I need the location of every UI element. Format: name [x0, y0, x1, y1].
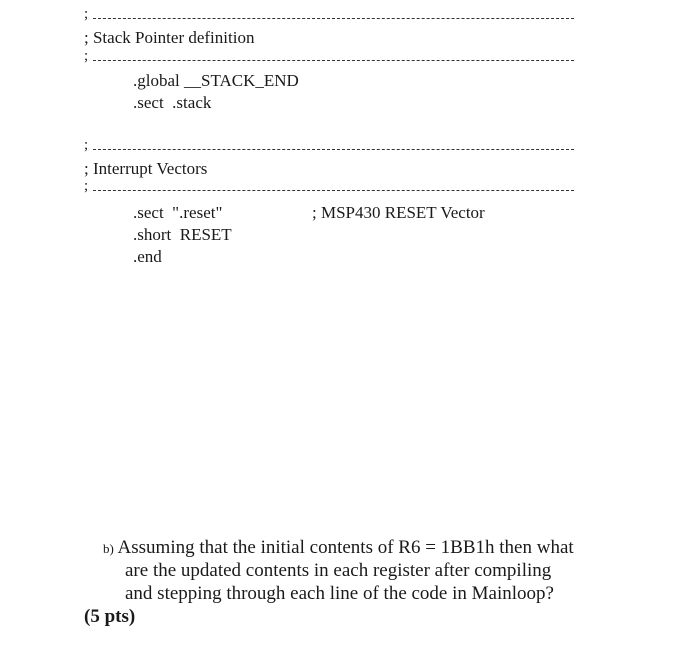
- separator-semicolon: ;: [84, 137, 89, 153]
- separator-semicolon: ;: [84, 6, 89, 22]
- separator-dashes: [93, 18, 574, 19]
- code-line-sect-stack: .sect .stack: [133, 93, 212, 112]
- code-line-global: .global __STACK_END: [133, 71, 299, 90]
- separator-semicolon: ;: [84, 178, 89, 194]
- reset-vector-comment: ; MSP430 RESET Vector: [312, 203, 485, 222]
- question-line-2: are the updated contents in each register after compiling: [125, 560, 552, 581]
- code-line-end: .end: [133, 247, 162, 266]
- points-label: (5 pts): [84, 606, 136, 627]
- separator-dashes: [93, 190, 574, 191]
- separator-line: [84, 48, 574, 68]
- separator-line: [84, 178, 574, 198]
- separator-dashes: [93, 60, 574, 61]
- separator-line: [84, 6, 574, 26]
- code-line-short-reset: .short RESET: [133, 225, 232, 244]
- separator-dashes: [93, 149, 574, 150]
- question-marker: b): [103, 541, 114, 556]
- question-text-1: Assuming that the initial contents of R6 = 1BB1h then what: [117, 537, 574, 558]
- separator-semicolon: ;: [84, 48, 89, 64]
- separator-line: [84, 137, 574, 157]
- stack-pointer-comment: ; Stack Pointer definition: [84, 28, 255, 47]
- code-line-sect-reset: .sect ".reset": [133, 203, 223, 222]
- interrupt-vectors-comment: ; Interrupt Vectors: [84, 159, 208, 178]
- question-line-3: and stepping through each line of the code in Mainloop?: [125, 583, 554, 604]
- question-line-1: [103, 536, 574, 560]
